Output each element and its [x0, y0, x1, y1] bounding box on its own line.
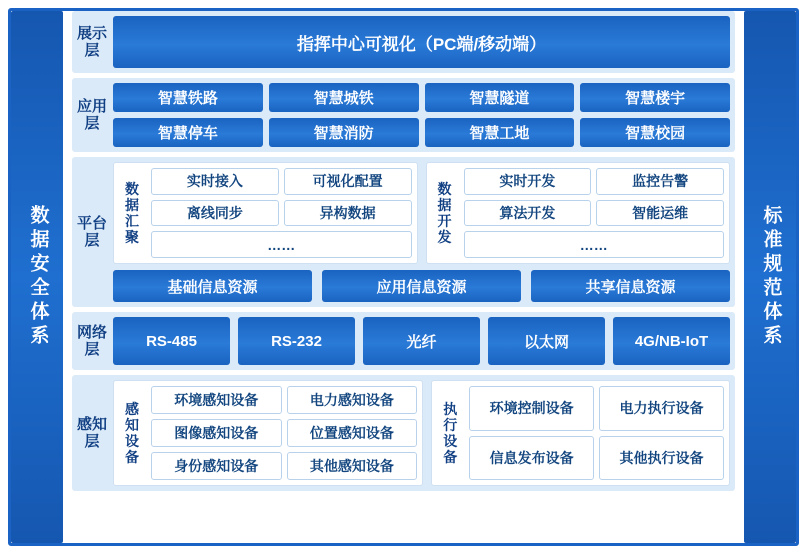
platform-group-development-label: 数据开发: [437, 180, 452, 246]
platform-cell-heterogeneous-data[interactable]: 异构数据: [284, 200, 412, 227]
sensing-group-devices-label: 感知设备: [125, 400, 139, 466]
sensing-group-actuators: [431, 380, 730, 486]
sensor-location[interactable]: 位置感知设备: [287, 419, 418, 447]
platform-cell-aggregation-more[interactable]: ……: [151, 231, 412, 258]
app-item-campus[interactable]: 智慧校园: [580, 118, 730, 147]
sensor-image[interactable]: 图像感知设备: [151, 419, 282, 447]
platform-cell-smart-ops[interactable]: 智能运维: [596, 200, 724, 227]
platform-cell-development-more[interactable]: ……: [464, 231, 725, 258]
layer-sensing-label: 感知层: [77, 415, 108, 450]
actuator-info-release[interactable]: 信息发布设备: [469, 436, 594, 481]
platform-development-cells: [464, 168, 725, 258]
platform-cell-realtime-access[interactable]: 实时接入: [151, 168, 279, 195]
platform-cell-realtime-dev[interactable]: 实时开发: [464, 168, 592, 195]
platform-group-data-aggregation: [113, 162, 418, 264]
application-items: [113, 83, 730, 147]
platform-cell-visual-config[interactable]: 可视化配置: [284, 168, 412, 195]
layer-sensing: [72, 375, 735, 491]
resource-basic-information[interactable]: 基础信息资源: [113, 270, 312, 302]
layer-network-label: 网络层: [77, 323, 108, 358]
sensor-other[interactable]: 其他感知设备: [287, 452, 418, 480]
sensing-group-actuators-label: 执行设备: [443, 400, 458, 466]
platform-group-data-development: [426, 162, 731, 264]
platform-cell-monitor-alarm[interactable]: 监控告警: [596, 168, 724, 195]
network-item-4g-nbiot[interactable]: 4G/NB-IoT: [613, 317, 730, 365]
layer-presentation-label: 展示层: [77, 24, 108, 59]
layer-platform-label: 平台层: [77, 214, 108, 249]
sensing-actuator-cells: [469, 386, 724, 480]
platform-cell-algorithm-dev[interactable]: 算法开发: [464, 200, 592, 227]
platform-body: [113, 162, 730, 302]
actuator-power-execution[interactable]: 电力执行设备: [599, 386, 724, 431]
app-item-firefighting[interactable]: 智慧消防: [269, 118, 419, 147]
app-item-metro[interactable]: 智慧城铁: [269, 83, 419, 112]
app-item-construction[interactable]: 智慧工地: [425, 118, 575, 147]
right-pillar-label: 标准规范体系: [760, 205, 782, 349]
presentation-command-center[interactable]: 指挥中心可视化（PC端/移动端）: [113, 16, 730, 68]
app-item-railway[interactable]: 智慧铁路: [113, 83, 263, 112]
right-pillar-standards: [744, 11, 796, 543]
resource-shared-information[interactable]: 共享信息资源: [531, 270, 730, 302]
platform-resources: [113, 270, 730, 302]
network-item-fiber[interactable]: 光纤: [363, 317, 480, 365]
app-item-tunnel[interactable]: 智慧隧道: [425, 83, 575, 112]
left-pillar-label: 数据安全体系: [27, 205, 49, 349]
sensor-power[interactable]: 电力感知设备: [287, 386, 418, 414]
app-item-parking[interactable]: 智慧停车: [113, 118, 263, 147]
platform-groups: [113, 162, 730, 264]
actuator-other[interactable]: 其他执行设备: [599, 436, 724, 481]
network-item-rs232[interactable]: RS-232: [238, 317, 355, 365]
platform-cell-offline-sync[interactable]: 离线同步: [151, 200, 279, 227]
network-item-ethernet[interactable]: 以太网: [488, 317, 605, 365]
layer-network: [72, 312, 735, 370]
layer-presentation: [72, 11, 735, 73]
sensor-environment[interactable]: 环境感知设备: [151, 386, 282, 414]
platform-aggregation-cells: [151, 168, 412, 258]
layer-application-label: 应用层: [77, 97, 108, 132]
app-item-building[interactable]: 智慧楼宇: [580, 83, 730, 112]
sensing-group-devices: [113, 380, 423, 486]
layers-stack: [72, 11, 735, 543]
sensing-device-cells: [151, 386, 417, 480]
network-item-rs485[interactable]: RS-485: [113, 317, 230, 365]
layer-platform: [72, 157, 735, 307]
layer-application: [72, 78, 735, 152]
sensing-groups: [113, 380, 730, 486]
resource-application-information[interactable]: 应用信息资源: [322, 270, 521, 302]
platform-group-aggregation-label: 数据汇聚: [125, 180, 139, 246]
sensor-identity[interactable]: 身份感知设备: [151, 452, 282, 480]
network-items: [113, 317, 730, 365]
actuator-environment-control[interactable]: 环境控制设备: [469, 386, 594, 431]
left-pillar-data-security: [11, 11, 63, 543]
